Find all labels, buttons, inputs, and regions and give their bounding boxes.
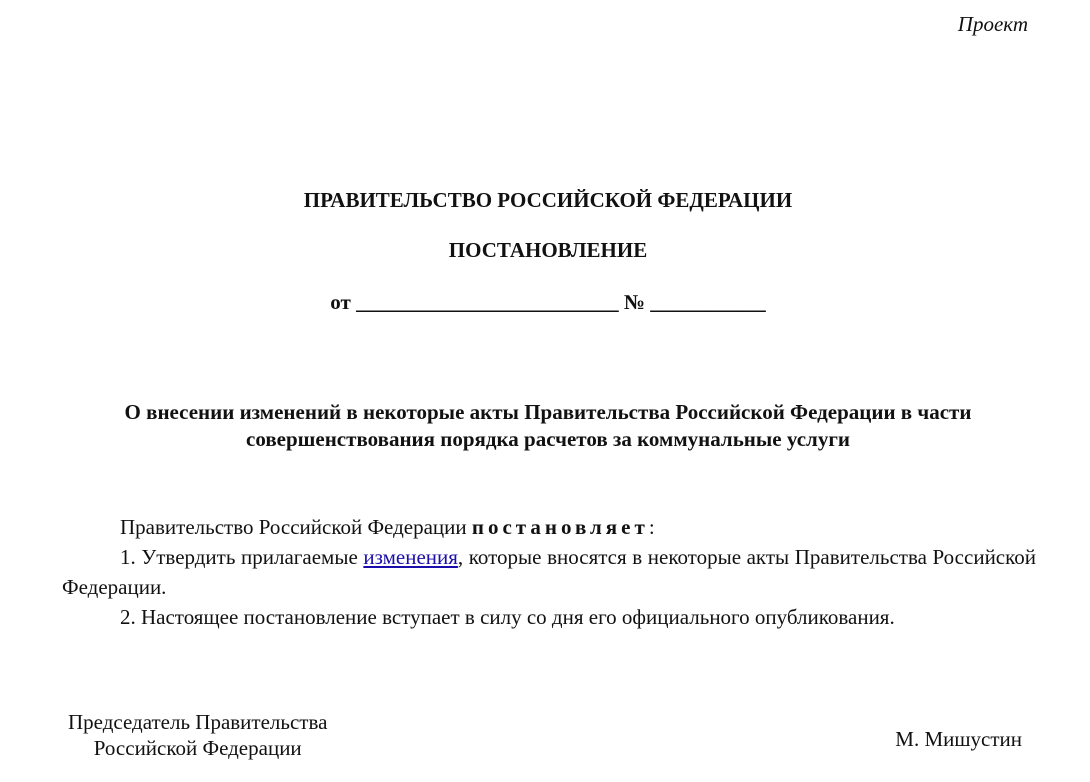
draft-label: Проект [957,12,1028,36]
position-line-1: Председатель Правительства [68,710,328,734]
item-1-text-start: 1. Утвердить прилагаемые [120,545,364,569]
preamble-keyword: постановляет [471,515,649,539]
item-2-paragraph: 2. Настоящее постановление вступает в силу со дня его официального опубликования. [120,605,895,629]
decree-body [62,512,1036,632]
decree-title: ПОСТАНОВЛЕНИЕ [448,238,648,262]
preamble-text: Правительство Российской Федерации [120,515,472,539]
date-blank: _________________________ [356,290,619,314]
decree-subject [62,399,1034,453]
date-number-line [0,290,1090,315]
government-title: ПРАВИТЕЛЬСТВО РОССИЙСКОЙ ФЕДЕРАЦИИ [303,188,793,212]
signatory-position [68,709,327,761]
preamble-colon: : [648,515,655,539]
preamble-paragraph [62,512,1036,542]
position-line-2: Российской Федерации [93,736,302,760]
signatory-name: М. Мишустин [895,727,1022,751]
number-blank: ___________ [650,290,766,314]
amendments-link[interactable]: изменения [363,545,458,569]
date-prefix: от [330,290,351,314]
item-1-paragraph [62,542,1036,602]
number-sign: № [623,290,645,314]
subject-line-1: О внесении изменений в некоторые акты Правительства Российской Федерации в части [124,400,972,424]
subject-line-2: совершенствования порядка расчетов за коммунальные услуги [246,427,850,451]
item-1-text-end: , которые вносятся в некоторые акты Правительства Российской Федерации. [62,545,1036,599]
